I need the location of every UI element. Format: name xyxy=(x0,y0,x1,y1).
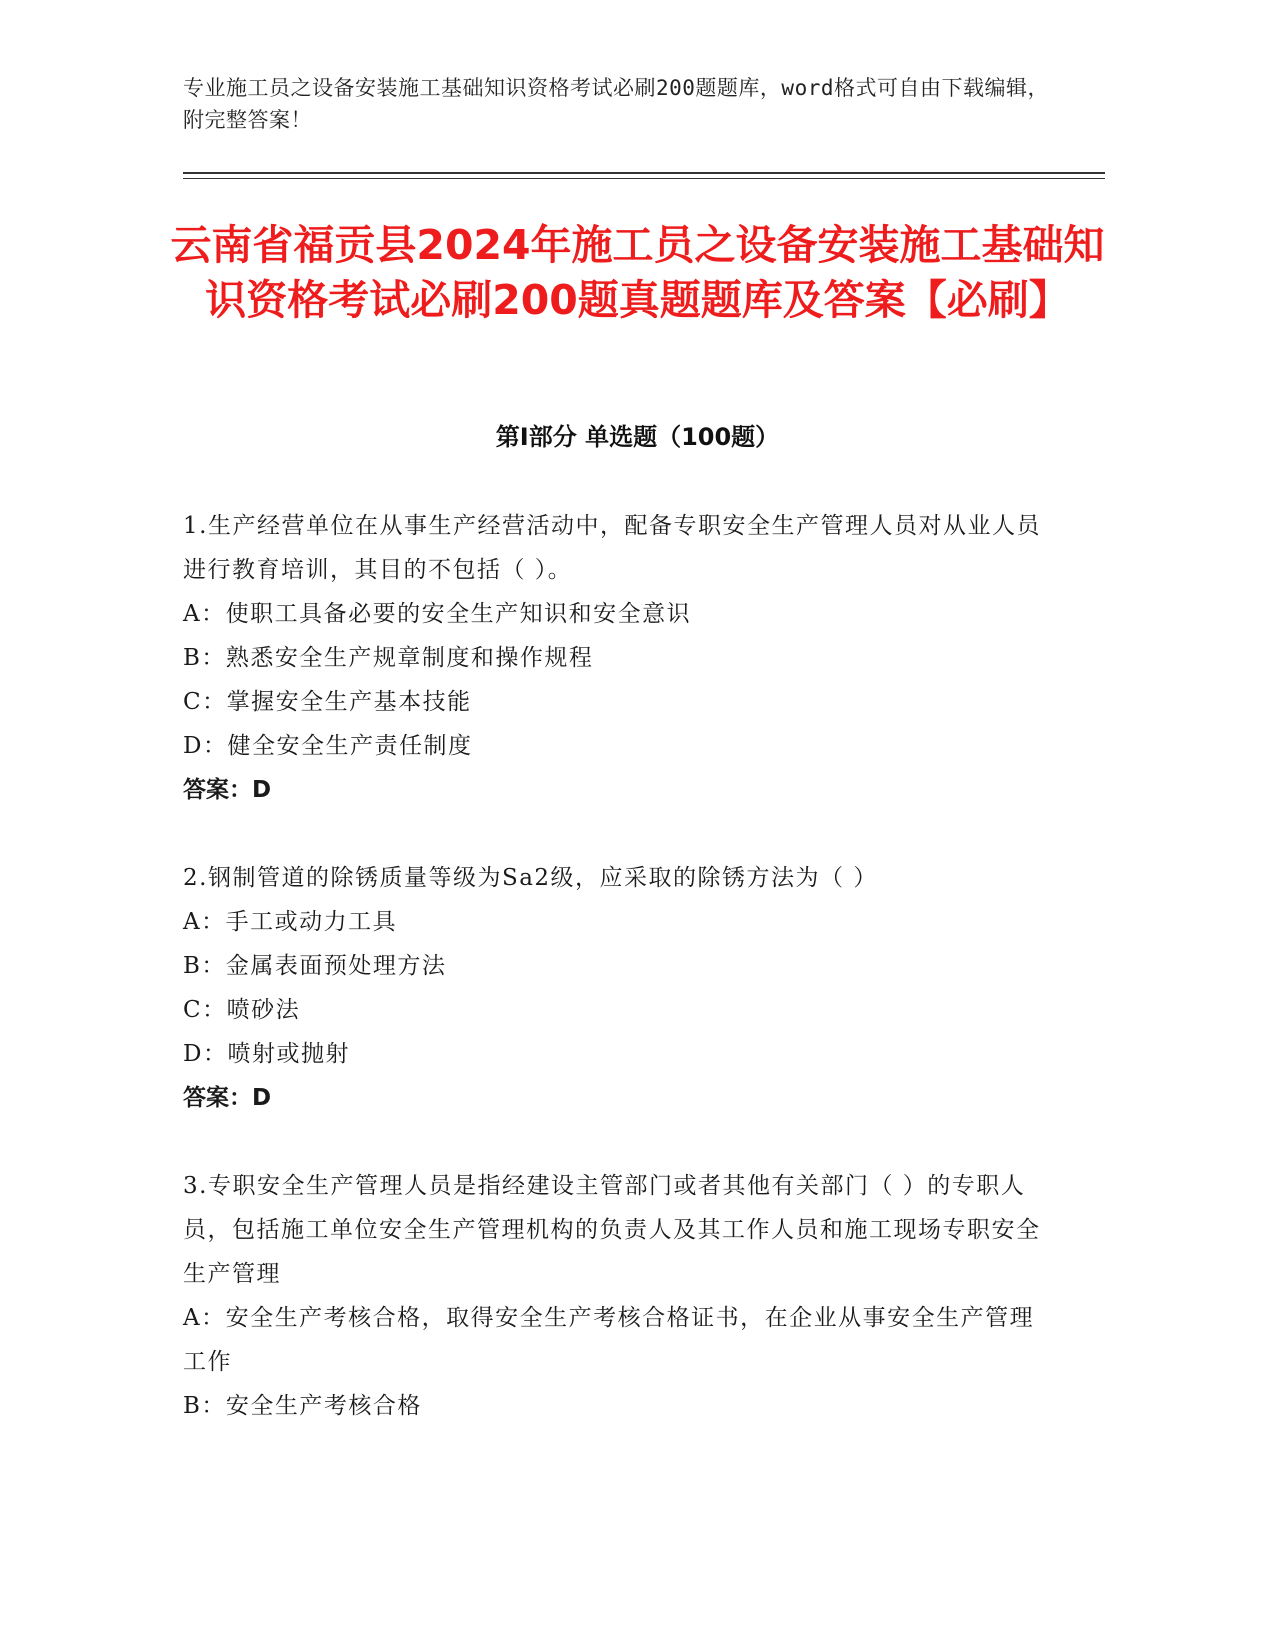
section-title: 第Ⅰ部分 单选题（100题） xyxy=(495,423,780,451)
option-c: C：喷砂法 xyxy=(183,997,301,1023)
option-d: D：喷射或抛射 xyxy=(183,1041,350,1067)
option-c: C：掌握安全生产基本技能 xyxy=(183,689,472,715)
option-a: A：手工或动力工具 xyxy=(183,909,398,935)
question-stem: 1.生产经营单位在从事生产经营活动中，配备专职安全生产管理人员对从业人员进行教育培训，其目的不包括（ ）。 xyxy=(183,513,1041,583)
option-b: B：安全生产考核合格 xyxy=(183,1393,422,1419)
option-a: A：使职工具备必要的安全生产知识和安全意识 xyxy=(183,601,692,627)
document-title: 云南省福贡县2024年施工员之设备安装施工基础知识资格考试必刷200题真题题库及答案【必刷】 xyxy=(170,221,1105,324)
answer-line: 答案：D xyxy=(183,777,272,803)
option-b: B：金属表面预处理方法 xyxy=(183,953,447,979)
question-stem: 3.专职安全生产管理人员是指经建设主管部门或者其他有关部门（ ）的专职人员，包括施工单位安全生产管理机构的负责人及其工作人员和施工现场专职安全生产管理 xyxy=(183,1173,1041,1287)
question-list xyxy=(183,504,1043,1472)
answer-line: 答案：D xyxy=(183,1085,272,1111)
question-stem: 2.钢制管道的除锈质量等级为Sa2级，应采取的除锈方法为（ ） xyxy=(183,865,878,891)
question-2 xyxy=(183,856,1043,1120)
option-d: D：健全安全生产责任制度 xyxy=(183,733,473,759)
question-3 xyxy=(183,1164,1043,1428)
option-a: A：安全生产考核合格，取得安全生产考核合格证书，在企业从事安全生产管理工作 xyxy=(183,1305,1035,1375)
option-b: B：熟悉安全生产规章制度和操作规程 xyxy=(183,645,594,671)
header-note: 专业施工员之设备安装施工基础知识资格考试必刷200题题库，word格式可自由下载编辑，附完整答案！ xyxy=(183,76,1049,132)
question-1 xyxy=(183,504,1043,812)
header-divider-thin xyxy=(183,178,1105,179)
header-divider xyxy=(183,172,1105,174)
